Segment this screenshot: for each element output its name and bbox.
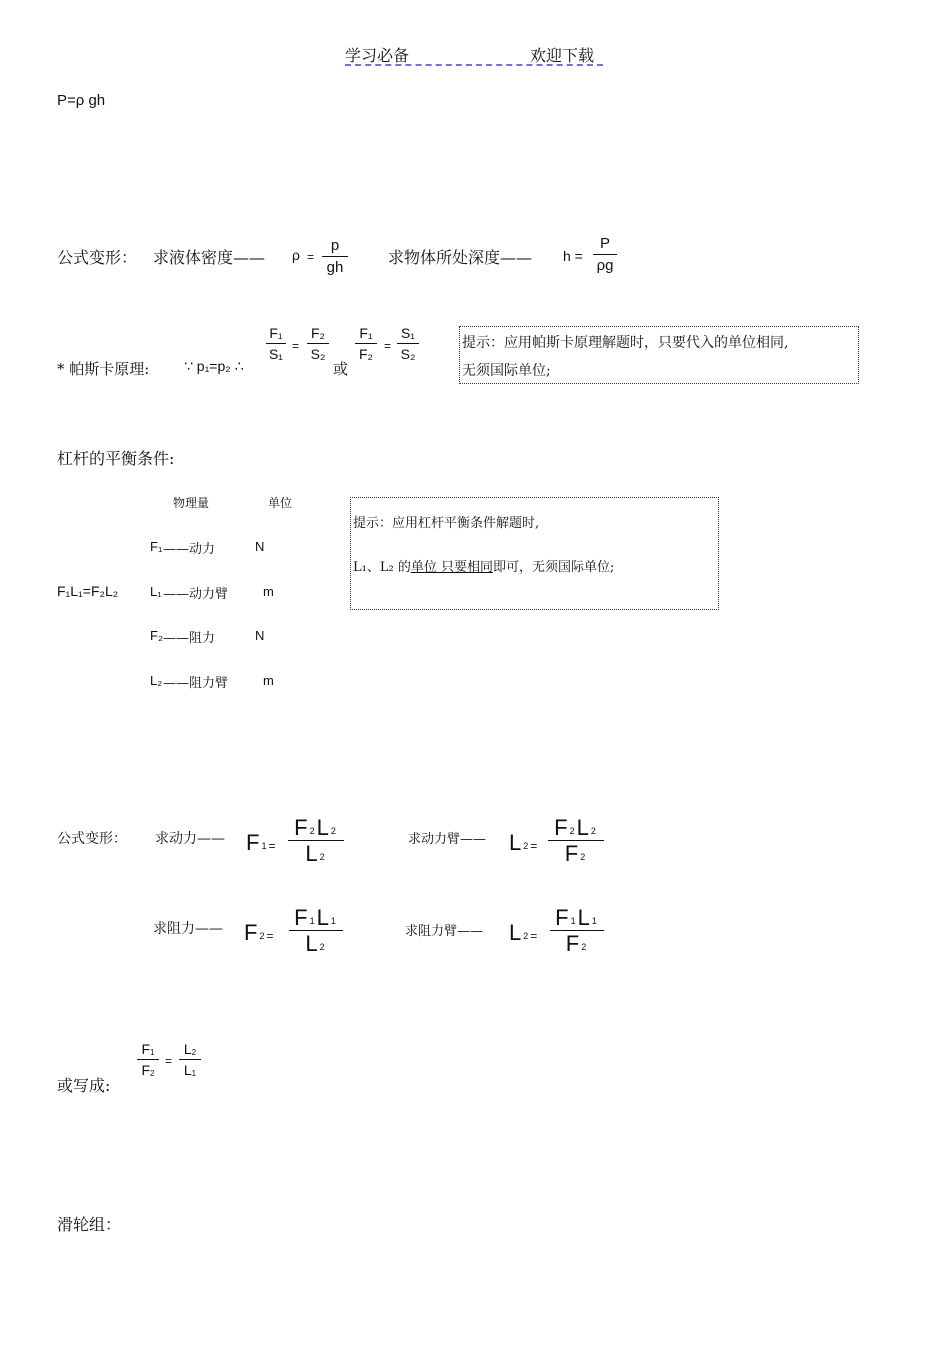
pascal-tip-line1: 提示：应用帕斯卡原理解题时，只要代入的单位相同, [462,335,789,351]
lever-row-sym: L₂ [150,673,163,688]
pascal-fraction-f1-s1 [266,325,286,362]
fraction-bar [307,343,329,344]
ratio-fraction-right: L2 L1 [179,1041,201,1078]
f1-expression: F 1 = [246,830,276,855]
l1-fraction: F 2L 2 F 2 [548,815,604,867]
ratio-label: 或写成: [57,1076,111,1095]
header-divider [345,64,603,66]
fraction-bar [593,254,617,255]
l1-expression: L 2 = [509,830,538,855]
lever-col-quantity: 物理量 [173,496,210,510]
pascal-tip-box [459,326,859,384]
l2-fraction: F 1L 1 F 2 [550,905,604,957]
pascal-fraction-f1-f2 [355,325,377,362]
lever-tip-line2-pre: L₁、L₂ 的 [353,560,411,575]
header-right: 欢迎下载 [530,46,595,65]
fraction-bar [397,343,419,344]
pascal-or: 或 [333,360,349,378]
h-equals: h = [563,248,583,264]
lever-title: 杠杆的平衡条件: [57,449,175,468]
ratio-fraction-left: F1 F2 [137,1041,159,1078]
find-l2-label: 求阻力臂—— [405,924,484,939]
f2-expression: F 2 = [244,920,274,945]
fraction-bar [266,343,286,344]
lever-row-desc: ——动力臂 [163,587,229,602]
lever-tip-line2-underlined: 单位 只要相同 [410,560,493,575]
lever-row-sym: F₂ [150,628,163,643]
pascal-because: ∵ p₁=p₂ ∴ [184,358,244,374]
fraction-bar [322,256,348,257]
lever-row-desc: ——阻力 [163,631,216,646]
pascal-equals-1: = [292,339,300,353]
find-l1-label: 求动力臂—— [408,832,487,847]
depth-label: 求物体所处深度—— [388,248,533,267]
find-f1-label: 求动力—— [155,831,225,847]
density-numerator: p [330,237,340,254]
pressure-formula: P=ρ gh [57,92,106,109]
lever-row-desc: ——阻力臂 [163,676,229,691]
transform2-label: 公式变形： [57,831,127,847]
lever-row-unit: N [255,628,265,643]
lever-tip-line2 [353,556,614,575]
lever-formula: F₁L₁=F₂L₂ [57,583,119,599]
lever-row-unit: N [255,539,265,554]
s1-text: S₁ [400,325,416,341]
density-denominator: gh [326,259,344,277]
l2-expression: L 2 = [509,920,538,945]
lever-row-sym: L₁ [150,584,162,599]
rho-equals: = [307,250,315,264]
f2-text: F₂ [359,346,373,363]
pascal-equals-2: = [384,339,392,353]
rho-symbol: ρ [292,247,300,263]
pascal-fraction-s1-s2 [397,325,419,362]
lever-row-unit: m [263,584,274,599]
lever-col-unit: 单位 [268,496,293,510]
lever-row-sym: F₁ [150,539,163,554]
f1-text: F₁ [359,325,373,341]
header-left: 学习必备 [345,46,410,65]
f1-text: F₁ [269,325,283,341]
pascal-fraction-f2-s2 [307,325,329,362]
lever-tip-box [350,497,719,610]
depth-denominator: ρg [596,257,614,275]
s2-text: S₂ [400,346,416,363]
s2-text: S₂ [310,346,326,363]
f2-text: F₂ [311,325,325,341]
pulley-title: 滑轮组： [57,1215,122,1234]
depth-fraction [593,235,617,275]
density-fraction [322,237,348,277]
f1-fraction: F 2L 2 L 2 [288,815,344,867]
transform1-label: 公式变形： [57,248,138,267]
pascal-tip-line2: 无须国际单位; [462,363,551,379]
pascal-label: * 帕斯卡原理: [57,360,150,378]
lever-tip-line1: 提示：应用杠杆平衡条件解题时, [353,516,540,531]
lever-row-unit: m [263,673,274,688]
lever-tip-line2-post: 即可，无须国际单位; [492,560,615,575]
find-f2-label: 求阻力—— [153,921,223,937]
ratio-equals: = [165,1054,173,1068]
depth-numerator: P [599,235,610,252]
lever-row-desc: ——动力 [163,542,216,557]
fraction-bar [355,343,377,344]
s1-text: S₁ [268,346,284,363]
f2-fraction: F 1L 1 L 2 [289,905,343,957]
density-label: 求液体密度—— [153,248,266,267]
